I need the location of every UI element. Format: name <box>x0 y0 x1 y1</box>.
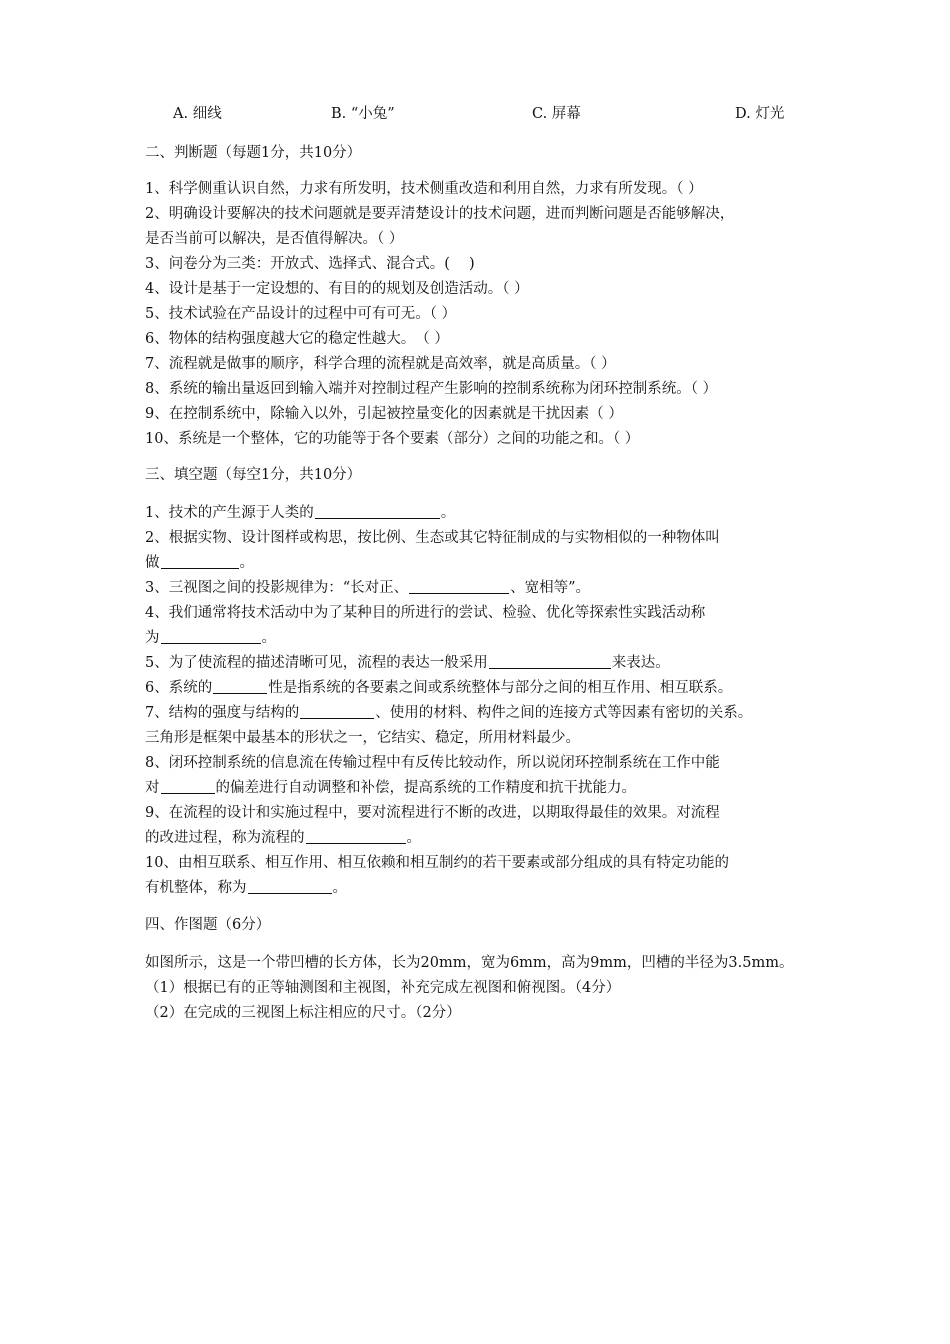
fill-blank[interactable] <box>213 679 267 694</box>
drawing-prompt: 如图所示，这是一个带凹槽的长方体，长为20mm，宽为6mm，高为9mm，凹槽的半径为3.5mm。 <box>145 955 794 971</box>
fill-item-2: 2、根据实物、设计图样或构思，按比例、生态或其它特征制成的与实物相似的一种物体叫 <box>145 530 720 546</box>
drawing-task-2: （2）在完成的三视图上标注相应的尺寸。（2分） <box>145 1005 461 1021</box>
judge-item: 8、系统的输出量返回到输入端并对控制过程产生影响的控制系统称为闭环控制系统。（ ） <box>145 381 718 397</box>
fill-item-5: 5、为了使流程的描述清晰可见，流程的表达一般采用 来表达。 <box>145 655 670 671</box>
fill-item-8: 8、闭环控制系统的信息流在传输过程中有反传比较动作，所以说闭环控制系统在工作中能 <box>145 755 720 771</box>
fill-item-7-cont: 三角形是框架中最基本的形状之一，它结实、稳定，所用材料最少。 <box>145 730 580 746</box>
judge-item: 10、系统是一个整体，它的功能等于各个要素（部分）之间的功能之和。（ ） <box>145 431 640 447</box>
option-c: C. 屏幕 <box>532 106 581 122</box>
fill-blank[interactable] <box>161 629 261 644</box>
judge-item: 4、设计是基于一定设想的、有目的的规划及创造活动。（ ） <box>145 281 529 297</box>
fill-blank[interactable] <box>161 779 215 794</box>
judge-item: 2、明确设计要解决的技术问题就是要弄清楚设计的技术问题，进而判断问题是否能够解决， <box>145 206 735 222</box>
fill-item-2-cont: 做 。 <box>145 555 254 571</box>
fill-blank[interactable] <box>161 554 239 569</box>
option-b: B. “小兔” <box>331 106 395 122</box>
fill-blank[interactable] <box>409 579 509 594</box>
fill-item-7: 7、结构的强度与结构的 、使用的材料、构件之间的连接方式等因素有密切的关系。 <box>145 705 753 721</box>
judge-item: 7、流程就是做事的顺序，科学合理的流程就是高效率，就是高质量。（ ） <box>145 356 616 372</box>
section3-heading: 三、填空题（每空1分，共10分） <box>145 467 362 483</box>
section4-heading: 四、作图题（6分） <box>145 917 271 933</box>
judge-item: 5、技术试验在产品设计的过程中可有可无。（ ） <box>145 306 457 322</box>
judge-item: 9、在控制系统中，除输入以外，引起被控量变化的因素就是干扰因素（ ） <box>145 406 623 422</box>
judge-item: 是否当前可以解决，是否值得解决。（ ） <box>145 231 404 247</box>
fill-item-8-cont: 对 的偏差进行自动调整和补偿，提高系统的工作精度和抗干扰能力。 <box>145 780 636 796</box>
fill-item-4-cont: 为 。 <box>145 630 276 646</box>
judge-item: 3、问卷分为三类：开放式、选择式、混合式。( ) <box>145 256 475 272</box>
fill-blank[interactable] <box>248 879 332 894</box>
fill-item-1: 1、技术的产生源于人类的 。 <box>145 505 456 521</box>
judge-item: 6、物体的结构强度越大它的稳定性越大。 （ ） <box>145 331 449 347</box>
fill-blank[interactable] <box>315 504 440 519</box>
judge-item: 1、科学侧重认识自然，力求有所发明，技术侧重改造和利用自然，力求有所发现。（ ） <box>145 181 703 197</box>
fill-blank[interactable] <box>489 654 611 669</box>
fill-item-3: 3、三视图之间的投影规律为：“长对正、 、宽相等”。 <box>145 580 591 596</box>
fill-item-4: 4、我们通常将技术活动中为了某种目的所进行的尝试、检验、优化等探索性实践活动称 <box>145 605 706 621</box>
option-a: A. 细线 <box>173 106 222 122</box>
fill-item-10: 10、由相互联系、相互作用、相互依赖和相互制约的若干要素或部分组成的具有特定功能的 <box>145 855 729 871</box>
fill-item-10-cont: 有机整体，称为 。 <box>145 880 347 896</box>
fill-item-9: 9、在流程的设计和实施过程中，要对流程进行不断的改进，以期取得最佳的效果。对流程 <box>145 805 720 821</box>
fill-item-6: 6、系统的 性是指系统的各要素之间或系统整体与部分之间的相互作用、相互联系。 <box>145 680 733 696</box>
drawing-task-1: （1）根据已有的正等轴测图和主视图，补充完成左视图和俯视图。（4分） <box>145 980 621 996</box>
fill-blank[interactable] <box>306 829 406 844</box>
section2-heading: 二、判断题（每题1分，共10分） <box>145 145 362 161</box>
fill-blank[interactable] <box>300 704 374 719</box>
option-d: D. 灯光 <box>735 106 785 122</box>
fill-item-9-cont: 的改进过程，称为流程的 。 <box>145 830 421 846</box>
